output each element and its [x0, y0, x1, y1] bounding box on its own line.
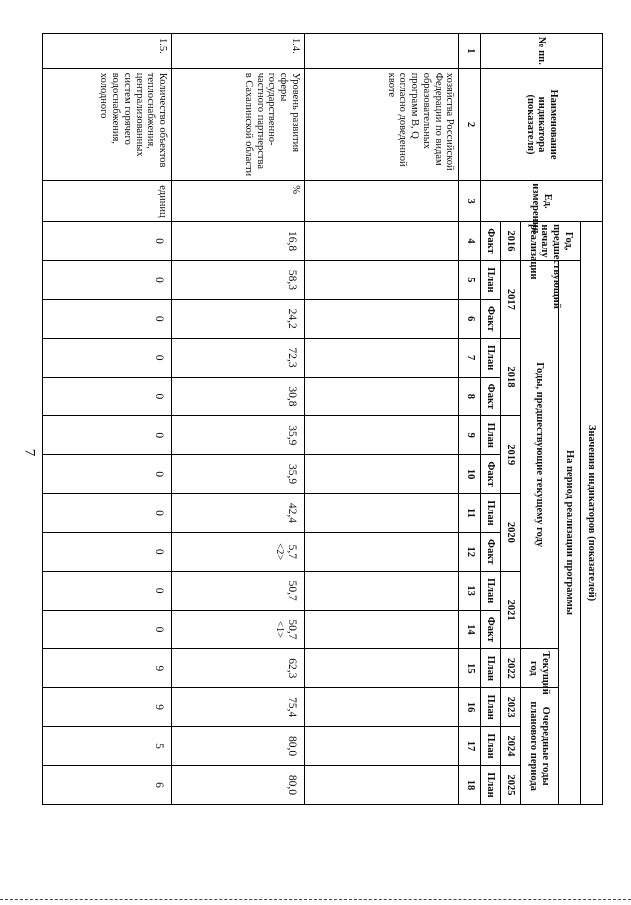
value-cell: [304, 222, 458, 261]
table-row: [172, 34, 305, 805]
value-cell: 6: [43, 765, 172, 804]
row-number: 1.4.: [172, 34, 305, 69]
col-number: 15: [459, 649, 481, 688]
year-2020: 2020: [501, 494, 521, 572]
value-cell-with-footnote: [172, 610, 305, 649]
plan-2020: План: [481, 494, 501, 533]
header-prior-years: Годы, предшествующие текущему году: [521, 260, 559, 648]
plan-2025: План: [481, 765, 501, 804]
year-2022: 2022: [501, 649, 521, 688]
table-row: [43, 34, 172, 805]
value-cell: 16,8: [172, 222, 305, 261]
fact-2018: Факт: [481, 377, 501, 416]
footnote-mark: <2>: [273, 543, 285, 561]
value-cell: [304, 260, 458, 299]
col-number: 12: [459, 532, 481, 571]
year-2016: 2016: [501, 222, 521, 261]
value-cell: 58,3: [172, 260, 305, 299]
value-cell: 0: [43, 571, 172, 610]
value-cell: [304, 571, 458, 610]
fact-2021: Факт: [481, 610, 501, 649]
value-cell: [304, 610, 458, 649]
plan-2019: План: [481, 416, 501, 455]
value-cell: 9: [43, 688, 172, 727]
fact-2016: Факт: [481, 222, 501, 261]
value-text: 5,7: [285, 544, 298, 559]
col-number: 11: [459, 494, 481, 533]
plan-2024: План: [481, 727, 501, 766]
value-cell: 72,3: [172, 338, 305, 377]
col-number: 6: [459, 299, 481, 338]
value-cell: [304, 765, 458, 804]
col-number: 5: [459, 260, 481, 299]
bottom-divider: [0, 899, 631, 900]
value-cell: 50,7: [172, 571, 305, 610]
col-number: 14: [459, 610, 481, 649]
value-cell: 24,2: [172, 299, 305, 338]
value-cell: 5: [43, 727, 172, 766]
value-cell: [304, 688, 458, 727]
header-values: Значения индикаторов (показателей): [581, 222, 603, 805]
fact-2019: Факт: [481, 455, 501, 494]
unit: единиц: [43, 181, 172, 222]
header-prev-year: Год, предшествующий началу реализации: [521, 222, 581, 261]
value-cell: 80,0: [172, 727, 305, 766]
value-cell: [304, 494, 458, 533]
indicator-name: хозяйства Российской Федерации по видам образовательных программ В, Q согласно доведенной квоте: [304, 68, 458, 180]
header-unit: Ед. измерения: [481, 181, 603, 222]
value-cell: 75,4: [172, 688, 305, 727]
value-cell: 0: [43, 260, 172, 299]
value-cell: [304, 377, 458, 416]
header-next-years: Очередные годы планового периода: [521, 688, 559, 805]
indicators-table: [42, 33, 603, 805]
plan-2023: План: [481, 688, 501, 727]
rotated-page: [42, 33, 603, 805]
col-number: 16: [459, 688, 481, 727]
year-2018: 2018: [501, 338, 521, 416]
value-cell: [304, 532, 458, 571]
value-cell: 35,9: [172, 455, 305, 494]
col-number: 3: [459, 181, 481, 222]
indicator-name: Уровень развития сферы государственно-частного партнерства в Сахалинской области: [172, 68, 305, 180]
col-number: 2: [459, 68, 481, 180]
table-row: [304, 34, 458, 805]
value-cell: 0: [43, 610, 172, 649]
header-name: Наименование индикатора (показателя): [481, 68, 603, 180]
header-current-year: Текущий год: [521, 649, 559, 688]
row-number: 1.5.: [43, 34, 172, 69]
col-number: 9: [459, 416, 481, 455]
header-no: № пп.: [481, 34, 603, 69]
col-number: 8: [459, 377, 481, 416]
value-cell: 35,9: [172, 416, 305, 455]
indicator-name: Количество объектов теплоснабжения, централизованных систем горячего водоснабжения, холодного: [43, 68, 172, 180]
unit: [304, 181, 458, 222]
year-2023: 2023: [501, 688, 521, 727]
value-cell: 30,8: [172, 377, 305, 416]
year-2021: 2021: [501, 571, 521, 649]
value-cell: [304, 299, 458, 338]
plan-2022: План: [481, 649, 501, 688]
fact-2017: Факт: [481, 299, 501, 338]
value-cell: 80,0: [172, 765, 305, 804]
value-cell: [304, 455, 458, 494]
fact-2020: Факт: [481, 532, 501, 571]
value-cell: 0: [43, 455, 172, 494]
value-cell: [304, 727, 458, 766]
year-2017: 2017: [501, 260, 521, 338]
plan-2017: План: [481, 260, 501, 299]
col-number: 1: [459, 34, 481, 69]
col-number: 13: [459, 571, 481, 610]
year-2024: 2024: [501, 727, 521, 766]
year-2025: 2025: [501, 765, 521, 804]
year-2019: 2019: [501, 416, 521, 494]
col-number: 10: [459, 455, 481, 494]
plan-2018: План: [481, 338, 501, 377]
value-cell: 0: [43, 222, 172, 261]
value-cell: 0: [43, 299, 172, 338]
value-cell: [304, 649, 458, 688]
unit: %: [172, 181, 305, 222]
value-cell: [304, 416, 458, 455]
value-cell: 0: [43, 532, 172, 571]
value-cell: [304, 338, 458, 377]
value-cell: 0: [43, 494, 172, 533]
value-cell: 0: [43, 416, 172, 455]
value-cell: 42,4: [172, 494, 305, 533]
value-cell: 0: [43, 377, 172, 416]
page-number: 7: [21, 448, 38, 457]
col-number: 18: [459, 765, 481, 804]
col-number: 4: [459, 222, 481, 261]
value-cell-with-footnote: [172, 532, 305, 571]
row-number: [304, 34, 458, 69]
column-number-row: [459, 34, 481, 805]
col-number: 7: [459, 338, 481, 377]
value-cell: 0: [43, 338, 172, 377]
value-text: 50,7: [285, 619, 298, 640]
plan-2021: План: [481, 571, 501, 610]
value-cell: 62,3: [172, 649, 305, 688]
footnote-mark: <1>: [273, 620, 285, 639]
value-cell: 9: [43, 649, 172, 688]
header-program-period: На период реализации программы: [559, 260, 581, 804]
col-number: 17: [459, 727, 481, 766]
